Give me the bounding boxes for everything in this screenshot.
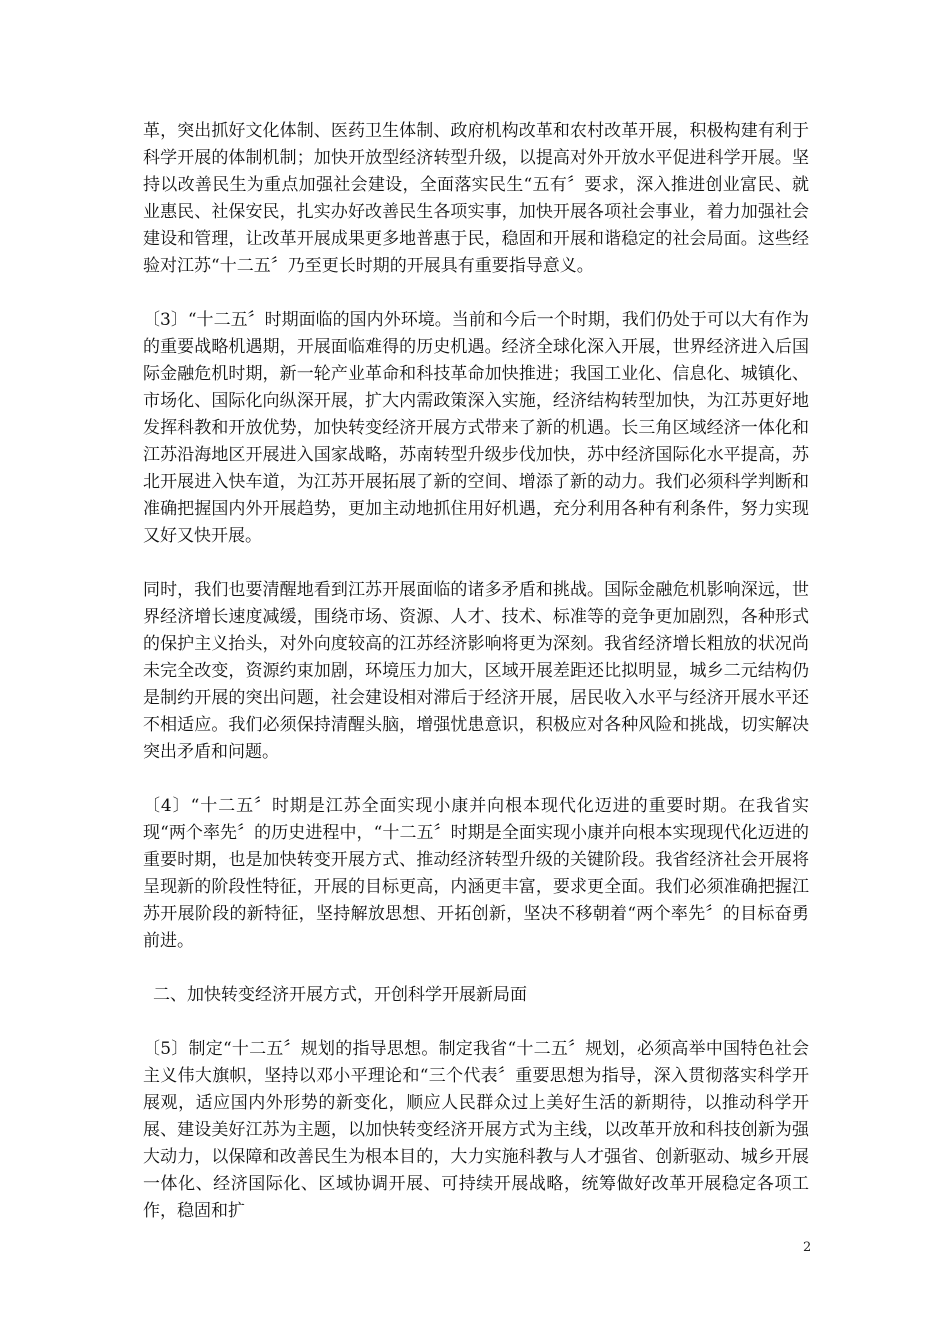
paragraph-spacer <box>143 280 809 307</box>
paragraph-section-5-guiding-ideology: 〔5〕制定“十二五〞规划的指导思想。制定我省“十二五〞规划，必须高举中国特色社会主义伟大旗帜，坚持以邓小平理论和“三个代表〞重要思想为指导，深入贯彻落实科学开展观，适应国内外形势的新变化，顺应人民群众过上美好生活的新期待，以推动科学开展、建设美好江苏为主题，以加快转变经济开展方式为主线，以改革开放和科技创新为强大动力，以保障和改善民生为根本目的，大力实施科教与人才强省、创新驱动、城乡开展一体化、经济国际化、区域协调开展、可持续开展战略，统筹做好改革开展稳定各项工作，稳固和扩 <box>143 1039 809 1221</box>
page-number: 2 <box>803 1240 812 1255</box>
paragraph-reform-experience: 革，突出抓好文化体制、医药卫生体制、政府机构改革和农村改革开展，积极构建有利于科学开展的体制机制；加快开放型经济转型升级，以提高对外开放水平促进科学开展。坚持以改善民生为重点加强社会建设，全面落实民生“五有〞要求，深入推进创业富民、就业惠民、社保安民，扎实办好改善民生各项实事，加快开展各项社会事业，着力加强社会建设和管理，让改革开展成果更多地普惠于民，稳固和开展和谐稳定的社会局面。这些经验对江苏“十二五〞乃至更长时期的开展具有重要指导意义。 <box>143 121 809 276</box>
section-heading: 二、加快转变经济开展方式，开创科学开展新局面 <box>153 985 527 1005</box>
paragraph-section-3-environment: 〔3〕“十二五〞时期面临的国内外环境。当前和今后一个时期，我们仍处于可以大有作为的重要战略机遇期，开展面临难得的历史机遇。经济全球化深入开展，世界经济进入后国际金融危机时期，新一轮产业革命和科技革命加快推进；我国工业化、信息化、城镇化、市场化、国际化向纵深开展，扩大内需政策深入实施，经济结构转型加快，为江苏更好地发挥科教和开放优势，加快转变经济开展方式带来了新的机遇。长三角区域经济一体化和江苏沿海地区开展进入国家战略，苏南转型升级步伐加快，苏中经济国际化水平提高，苏北开展进入快车道，为江苏开展拓展了新的空间、增添了新的动力。我们必须科学判断和准确把握国内外开展趋势，更加主动地抓住用好机遇，充分利用各种有利条件，努力实现又好又快开展。 <box>143 310 809 546</box>
document-body <box>143 118 809 1225</box>
paragraph-spacer <box>143 1009 809 1036</box>
paragraph-section-4-important-period: 〔4〕“十二五〞时期是江苏全面实现小康并向根本现代化迈进的重要时期。在我省实现“两个率先〞的历史进程中，“十二五〞时期是全面实现小康并向根本实现现代化迈进的重要时期，也是加快转变开展方式、推动经济转型升级的关键阶段。我省经济社会开展将呈现新的阶段性特征，开展的目标更高，内涵更丰富，要求更全面。我们必须准确把握江苏开展阶段的新特征，坚持解放思想、开拓创新，坚决不移朝着“两个率先〞的目标奋勇前进。 <box>143 796 809 951</box>
paragraph-spacer <box>143 955 809 982</box>
paragraph-spacer <box>143 766 809 793</box>
paragraph-spacer <box>143 550 809 577</box>
paragraph-challenges: 同时，我们也要清醒地看到江苏开展面临的诸多矛盾和挑战。国际金融危机影响深远，世界经济增长速度减缓，围绕市场、资源、人才、技术、标准等的竞争更加剧烈，各种形式的保护主义抬头，对外向度较高的江苏经济影响将更为深刻。我省经济增长粗放的状况尚未完全改变，资源约束加剧，环境压力加大，区域开展差距还比拟明显，城乡二元结构仍是制约开展的突出问题，社会建设相对滞后于经济开展，居民收入水平与经济开展水平还不相适应。我们必须保持清醒头脑，增强忧患意识，积极应对各种风险和挑战，切实解决突出矛盾和问题。 <box>143 580 809 762</box>
